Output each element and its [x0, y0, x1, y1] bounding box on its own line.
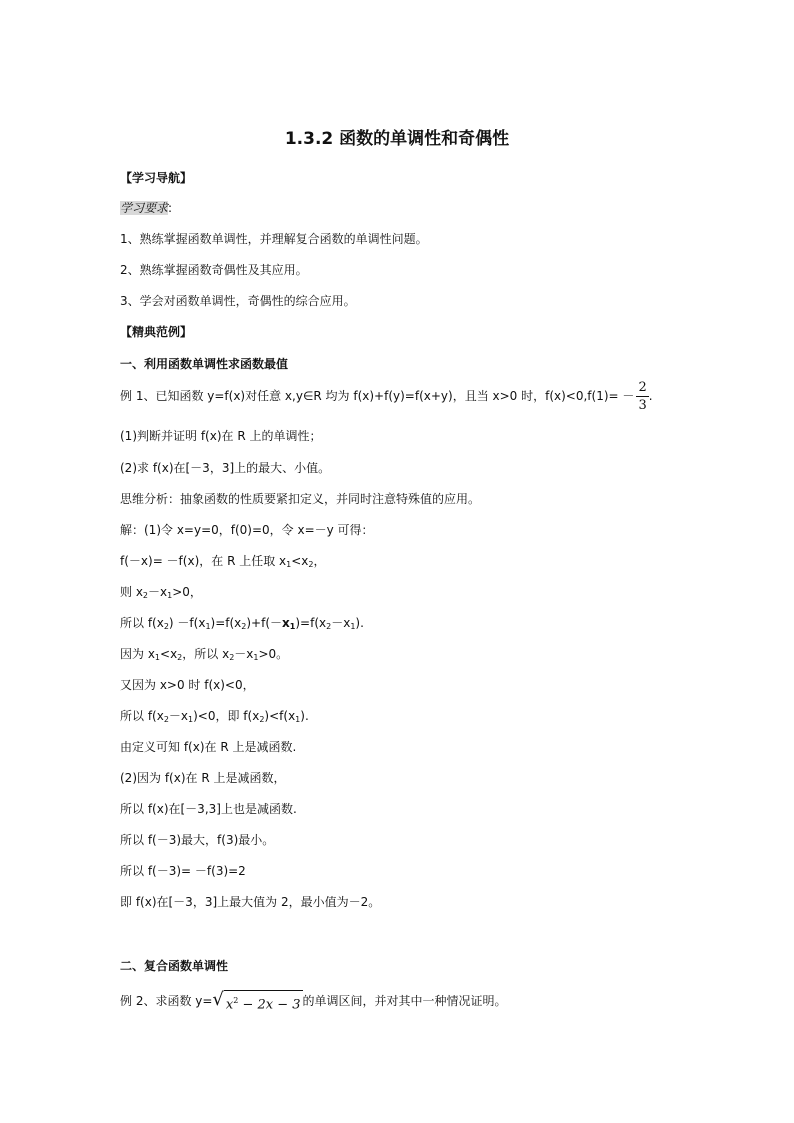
radicand	[224, 990, 303, 1013]
subscript: 1	[188, 715, 194, 724]
solution-line-4	[120, 615, 364, 631]
text: ).	[300, 709, 309, 723]
radicand-rest: − 2x − 3	[238, 997, 301, 1013]
text: >0。	[258, 647, 289, 661]
solution-line-3	[120, 584, 202, 600]
text: ).	[355, 616, 364, 630]
fraction	[636, 379, 648, 414]
question-1: (1)判断并证明 f(x)在 R 上的单调性；	[120, 429, 322, 443]
nav-heading: 【学习导航】	[120, 171, 193, 185]
subscript: 2	[229, 653, 235, 662]
text: )=f(x	[295, 616, 327, 630]
fraction-numerator: 2	[638, 380, 647, 395]
subscript: 1	[350, 622, 356, 631]
subscript: 1	[289, 622, 296, 631]
text: >0，	[172, 585, 202, 599]
example1-statement	[120, 378, 653, 414]
subscript: 1	[295, 715, 301, 724]
section2-heading: 二、复合函数单调性	[120, 959, 229, 973]
text: ) －f(x	[168, 616, 206, 630]
text: －x	[148, 585, 168, 599]
text: )+f(－	[246, 616, 283, 630]
subscript: 2	[163, 622, 169, 631]
text: －x	[168, 709, 189, 723]
subscript: 2	[308, 560, 314, 569]
square-root-expression	[212, 990, 302, 1013]
bold-x: x	[282, 616, 290, 630]
subscript: 1	[286, 560, 292, 569]
text: <x	[160, 647, 178, 661]
analysis: 思维分析：抽象函数的性质要紧扣定义，并同时注意特殊值的应用。	[120, 492, 481, 506]
requirements-colon: :	[168, 201, 173, 215]
text: )=f(x	[210, 616, 242, 630]
subscript: 2	[142, 591, 149, 600]
subscript: 2	[241, 622, 247, 631]
solution-line-8: 由定义可知 f(x)在 R 上是减函数.	[120, 740, 297, 754]
section1-heading: 一、利用函数单调性求函数最值	[120, 357, 289, 371]
example2-prefix: 例 2、求函数 y=	[120, 994, 213, 1008]
solution-line-13: 即 f(x)在[－3，3]上最大值为 2，最小值为－2。	[120, 895, 381, 909]
page-title: 1.3.2 函数的单调性和奇偶性	[284, 129, 510, 149]
radical-sign: √	[212, 988, 224, 1010]
text: ，	[313, 554, 326, 568]
exponent: 2	[233, 995, 239, 1005]
solution-line-7	[120, 708, 309, 724]
text: －x	[331, 616, 351, 630]
subscript: 1	[253, 653, 259, 662]
subscript: 2	[177, 653, 183, 662]
text: f(－x)= －f(x)，在 R 上任取 x	[120, 554, 287, 568]
requirement-item-1: 1、熟练掌握函数单调性，并理解复合函数的单调性问题。	[120, 232, 428, 246]
text: 因为 x	[120, 647, 155, 661]
solution-line-2	[120, 553, 326, 569]
requirements-label: 学习要求	[120, 201, 169, 215]
subscript: 1	[205, 622, 211, 631]
subscript: 2	[259, 715, 265, 724]
requirements-line	[120, 200, 172, 216]
example2-statement	[120, 988, 507, 1014]
text: －x	[234, 647, 254, 661]
subscript: 2	[163, 715, 169, 724]
subscript: 1	[154, 653, 161, 662]
solution-line-9: (2)因为 f(x)在 R 上是减函数，	[120, 771, 286, 785]
examples-heading: 【精典范例】	[120, 325, 193, 339]
text: )<0，即 f(x	[193, 709, 260, 723]
text: )<f(x	[264, 709, 296, 723]
text: ，所以 x	[182, 647, 230, 661]
minus-sign: －	[622, 389, 635, 403]
statement-end: .	[648, 389, 653, 403]
fraction-denominator: 3	[638, 398, 647, 413]
solution-line-11: 所以 f(－3)最大，f(3)最小。	[120, 833, 275, 847]
variable-x: x	[225, 997, 234, 1013]
solution-line-6: 又因为 x>0 时 f(x)<0，	[120, 678, 255, 692]
subscript: 2	[326, 622, 332, 631]
example2-suffix: 的单调区间，并对其中一种情况证明。	[302, 994, 507, 1008]
requirement-item-3: 3、学会对函数单调性，奇偶性的综合应用。	[120, 294, 356, 308]
text: <x	[291, 554, 309, 568]
text: 则 x	[120, 585, 143, 599]
text: 所以 f(x	[120, 709, 164, 723]
solution-line-10: 所以 f(x)在[－3,3]上也是减函数.	[120, 802, 297, 816]
requirement-item-2: 2、熟练掌握函数奇偶性及其应用。	[120, 263, 308, 277]
subscript: 1	[167, 591, 173, 600]
solution-line-1: 解：(1)令 x=y=0，f(0)=0，令 x=－y 可得：	[120, 523, 374, 537]
text: 所以 f(x	[120, 616, 164, 630]
solution-line-5	[120, 646, 288, 662]
example1-text: 例 1、已知函数 y=f(x)对任意 x,y∈R 均为 f(x)+f(y)=f(x+y)，且当 x>0 时，f(x)<0,f(1)=	[120, 389, 619, 403]
solution-line-12: 所以 f(－3)= －f(3)=2	[120, 864, 246, 878]
question-2: (2)求 f(x)在[－3，3]上的最大、小值。	[120, 461, 331, 475]
